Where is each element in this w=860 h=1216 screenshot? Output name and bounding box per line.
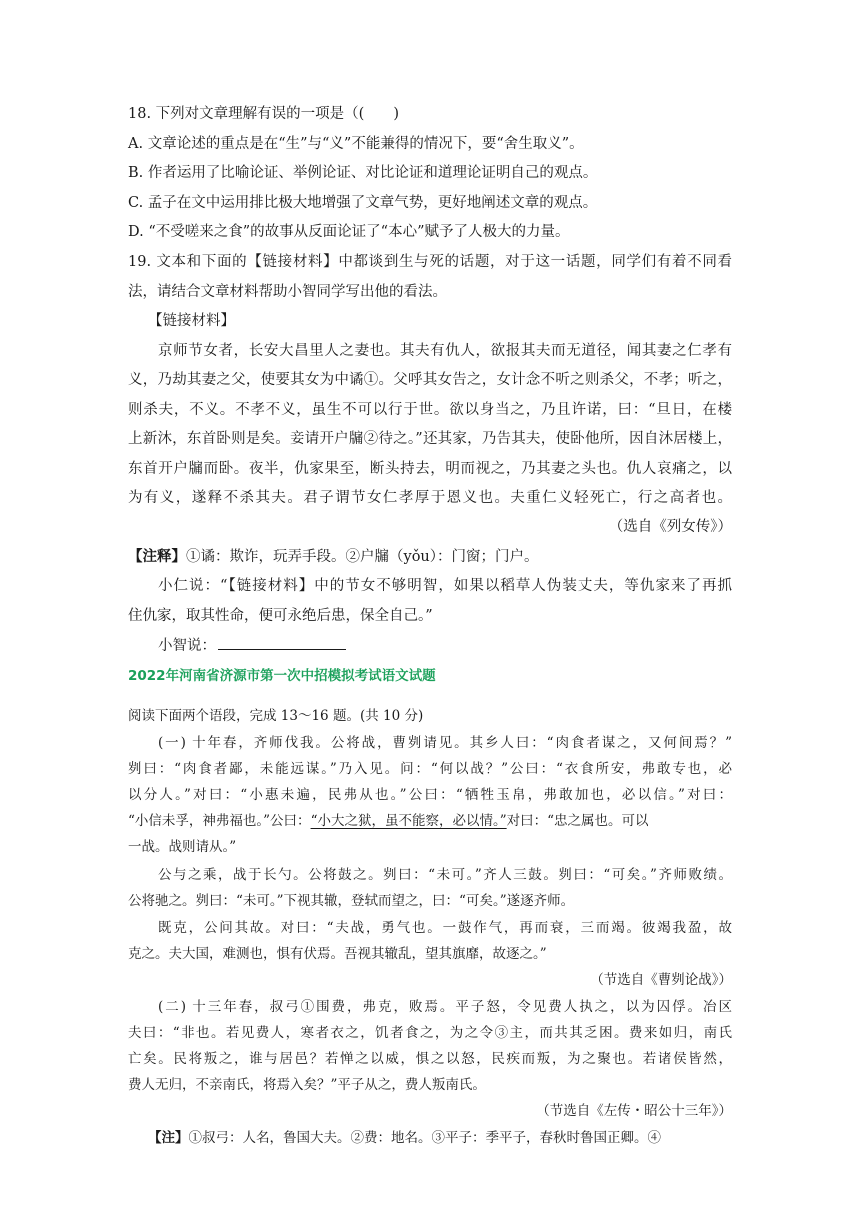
q18-option-d: D. “不受嗟来之食”的故事从反面论证了“本心”赋予了人极大的力量。 (128, 224, 570, 240)
p1-line-4 (128, 811, 732, 831)
p2-line-2: 公将驰之。刿曰：“未可。”下视其辙，登轼而望之，曰：“可矣。”遂逐齐师。 (128, 893, 575, 909)
p1-line-1: (一) 十年春，齐师伐我。公将战，曹刿请见。其乡人曰：“肉食者谋之，又何间焉？” (158, 735, 732, 751)
p2-line-1: 公与之乘，战于长勺。公将鼓之。刿曰：“未可。”齐人三鼓。刿曰：“可矣。”齐师败绩。 (158, 867, 732, 883)
reading-note-label: 【注】 (148, 1130, 189, 1146)
q19-stem-line2: 法，请结合文章材料帮助小智同学写出他的看法。 (128, 284, 447, 300)
passage-line-2: 义，乃劫其妻之父，使要其女为中谲①。父呼其女告之，女计念不听之则杀父，不孝；听之， (128, 372, 732, 388)
reading-note (148, 1128, 732, 1148)
p4-line-2: 夫曰：“非也。若见费人，寒者衣之，饥者食之，为之令③主，而共其乏困。费来如归，南氏 (128, 1025, 732, 1041)
xiaoren-line-2: 住仇家，取其性命，便可永绝后患，保全自己。” (128, 608, 433, 624)
p4-line-1: (二) 十三年春，叔弓①围费，弗克，败焉。平子怒，令见费人执之，以为囚俘。冶区 (158, 999, 732, 1015)
passage-source: （选自《列女传》） (608, 519, 732, 535)
q19-stem-line1: 19. 文本和下面的【链接材料】中都谈到生与死的话题，对于这一话题，同学们有着不同看 (128, 254, 732, 270)
xiaoren-line-1: 小仁说：“【链接材料】中的节女不够明智，如果以稻草人伪装丈夫，等仇家来了再抓 (158, 578, 732, 594)
q18-option-a: A. 文章论述的重点是在“生”与“义”不能兼得的情况下，要“舍生取义”。 (128, 136, 584, 152)
exam-title: 2022年河南省济源市第一次中招模拟考试语文试题 (128, 668, 436, 684)
reading-intro: 阅读下面两个语段，完成 13～16 题。(共 10 分) (128, 708, 424, 724)
p3-line-1: 既克，公问其故。对曰：“夫战，勇气也。一鼓作气，再而衰，三而竭。彼竭我盈，故 (158, 920, 732, 936)
p4-line-3: 亡矣。民将叛之，谁与居邑？若惮之以威，惧之以怒，民疾而叛，为之聚也。若诸侯皆然， (128, 1051, 732, 1067)
q18-stem: 18. 下列对文章理解有误的一项是（( ) (128, 106, 399, 122)
source-1: （节选自《曹刿论战》） (590, 972, 732, 988)
p1-line-3: 以分人。”对曰：“小惠未遍，民弗从也。”公曰：“牺牲玉帛，弗敢加也，必以信。”对曰： (128, 787, 732, 803)
link-material-title: 【链接材料】 (148, 313, 235, 329)
p3-line-2: 克之。夫大国，难测也，惧有伏焉。吾视其辙乱，望其旗靡，故逐之。” (128, 946, 547, 962)
p1-line-4-start: “小信未孚，神弗福也。”公曰： (128, 813, 311, 829)
reading-note-text: ①叔弓：人名，鲁国大夫。②费：地名。③平子：季平子，春秋时鲁国正卿。④ (188, 1130, 661, 1146)
annotation (128, 547, 732, 567)
passage-line-4: 上新沐，东首卧则是矣。妾请开户牖②待之。”还其家，乃告其夫，使卧他所，因自沐居楼上， (128, 431, 732, 447)
p1-line-5: 一战。战则请从。” (128, 839, 237, 855)
passage-line-5: 东首开户牖而卧。夜半，仇家果至，断头持去，明而视之，乃其妻之头也。仇人哀痛之，以 (128, 461, 732, 477)
xiaozhi-label: 小智说： (158, 638, 216, 654)
source-2: （节选自《左传・昭公十三年》） (536, 1103, 732, 1119)
underlined-sentence: “小大之狱，虽不能察，必以情。” (310, 813, 507, 829)
annotation-text: ①谲：欺诈，玩弄手段。②户牖（yǒu）：门窗；门户。 (186, 549, 539, 565)
xiaozhi-answer (158, 635, 732, 656)
p4-line-4: 费人无归，不亲南氏，将焉入矣？”平子从之，费人叛南氏。 (128, 1077, 486, 1093)
passage-line-1: 京师节女者，长安大昌里人之妻也。其夫有仇人，欲报其夫而无道径，闻其妻之仁孝有 (158, 343, 732, 359)
q18-option-c: C. 孟子在文中运用排比极大地增强了文章气势，更好地阐述文章的观点。 (128, 195, 598, 211)
p1-line-4-end: 对曰：“忠之属也。可以 (506, 813, 649, 829)
passage-line-6: 为有义，遂释不杀其夫。君子谓节女仁孝厚于恩义也。夫重仁义轻死亡，行之高者也。 (128, 490, 732, 506)
passage-line-3: 则杀夫，不义。不孝不义，虽生不可以行于世。欲以身当之，乃且许诺，曰：“旦日，在楼 (128, 402, 732, 418)
answer-blank[interactable] (218, 635, 346, 650)
annotation-label: 【注释】 (128, 548, 186, 565)
q18-option-b: B. 作者运用了比喻论证、举例论证、对比论证和道理论证明自己的观点。 (128, 165, 598, 181)
p1-line-2: 刿曰：“肉食者鄙，未能远谋。”乃入见。问：“何以战？”公曰：“衣食所安，弗敢专也，必 (128, 761, 732, 777)
